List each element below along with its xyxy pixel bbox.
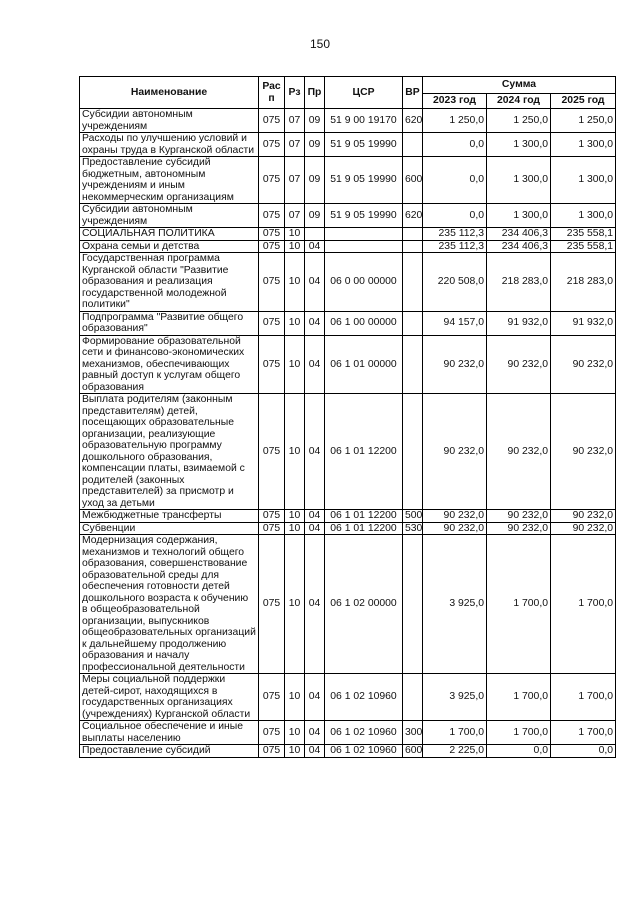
cell-csr — [325, 228, 403, 241]
cell-y2025: 1 250,0 — [551, 109, 616, 133]
cell-ras: 075 — [259, 745, 285, 758]
cell-y2025: 90 232,0 — [551, 335, 616, 394]
cell-ras: 075 — [259, 510, 285, 523]
cell-y2025: 1 300,0 — [551, 204, 616, 228]
cell-rz: 10 — [285, 745, 305, 758]
table-row — [80, 394, 616, 510]
cell-name: Субвенции — [80, 522, 259, 535]
header-ras: Рас п — [259, 77, 285, 109]
cell-pr: 04 — [305, 394, 325, 510]
cell-ras: 075 — [259, 335, 285, 394]
cell-vr: 300 — [403, 721, 423, 745]
cell-name: Межбюджетные трансферты — [80, 510, 259, 523]
cell-pr: 04 — [305, 522, 325, 535]
table-row — [80, 133, 616, 157]
cell-ras: 075 — [259, 157, 285, 204]
cell-name: Субсидии автономным учреждениям — [80, 204, 259, 228]
cell-y2023: 3 925,0 — [423, 535, 487, 674]
cell-y2024: 90 232,0 — [487, 510, 551, 523]
cell-rz: 10 — [285, 335, 305, 394]
cell-rz: 10 — [285, 535, 305, 674]
cell-y2023: 235 112,3 — [423, 240, 487, 253]
header-csr: ЦСР — [325, 77, 403, 109]
cell-csr: 51 9 05 19990 — [325, 157, 403, 204]
cell-vr — [403, 311, 423, 335]
cell-y2025: 90 232,0 — [551, 394, 616, 510]
cell-vr: 620 — [403, 109, 423, 133]
cell-y2025: 218 283,0 — [551, 253, 616, 312]
cell-name: Выплата родителям (законным представителям) детей, посещающих образовательные организации, реализующие образовательную программу дошкольного образования, компенсации платы, взимаемой с родителей (законных представителей) за присмотр и уход за детьми — [80, 394, 259, 510]
cell-y2024: 1 700,0 — [487, 535, 551, 674]
cell-y2025: 1 700,0 — [551, 535, 616, 674]
cell-vr — [403, 394, 423, 510]
cell-pr: 04 — [305, 535, 325, 674]
header-rz: Рз — [285, 77, 305, 109]
cell-rz: 10 — [285, 253, 305, 312]
cell-y2023: 2 225,0 — [423, 745, 487, 758]
cell-y2023: 1 250,0 — [423, 109, 487, 133]
cell-rz: 07 — [285, 109, 305, 133]
table-row — [80, 228, 616, 241]
cell-pr: 04 — [305, 674, 325, 721]
cell-rz: 10 — [285, 228, 305, 241]
cell-y2024: 1 300,0 — [487, 133, 551, 157]
cell-csr — [325, 240, 403, 253]
cell-csr: 06 1 01 00000 — [325, 335, 403, 394]
table-row — [80, 522, 616, 535]
cell-y2025: 1 700,0 — [551, 674, 616, 721]
cell-vr — [403, 335, 423, 394]
cell-csr: 06 1 01 12200 — [325, 394, 403, 510]
cell-rz: 07 — [285, 133, 305, 157]
cell-y2023: 220 508,0 — [423, 253, 487, 312]
cell-vr: 600 — [403, 745, 423, 758]
cell-csr: 51 9 05 19990 — [325, 204, 403, 228]
cell-pr: 04 — [305, 311, 325, 335]
table-row — [80, 674, 616, 721]
cell-name: Модернизация содержания, механизмов и технологий общего образования, совершенствование образовательной среды для обеспечения готовности детей дошкольного возраста к обучению в общеобразовательной организации, выпускников общеобразовательных организаций к дальнейшему продолжению образования и началу профессиональной деятельности — [80, 535, 259, 674]
cell-rz: 10 — [285, 510, 305, 523]
cell-name: Меры социальной поддержки детей-сирот, находящихся в государственных организациях (учреждениях) Курганской области — [80, 674, 259, 721]
cell-rz: 07 — [285, 204, 305, 228]
cell-y2023: 0,0 — [423, 204, 487, 228]
cell-name: Социальное обеспечение и иные выплаты населению — [80, 721, 259, 745]
cell-ras: 075 — [259, 253, 285, 312]
cell-y2023: 90 232,0 — [423, 522, 487, 535]
header-2024: 2024 год — [487, 94, 551, 109]
cell-y2025: 1 300,0 — [551, 157, 616, 204]
cell-ras: 075 — [259, 109, 285, 133]
cell-ras: 075 — [259, 394, 285, 510]
header-vr: ВР — [403, 77, 423, 109]
cell-name: Субсидии автономным учреждениям — [80, 109, 259, 133]
cell-vr — [403, 228, 423, 241]
cell-name: Расходы по улучшению условий и охраны труда в Курганской области — [80, 133, 259, 157]
cell-y2025: 90 232,0 — [551, 522, 616, 535]
cell-vr: 620 — [403, 204, 423, 228]
cell-pr: 09 — [305, 157, 325, 204]
table-body — [80, 109, 616, 758]
cell-vr: 600 — [403, 157, 423, 204]
table-row — [80, 721, 616, 745]
cell-rz: 10 — [285, 311, 305, 335]
cell-pr: 04 — [305, 510, 325, 523]
cell-y2025: 1 700,0 — [551, 721, 616, 745]
cell-pr: 04 — [305, 745, 325, 758]
table-row — [80, 253, 616, 312]
cell-vr — [403, 535, 423, 674]
cell-y2023: 90 232,0 — [423, 335, 487, 394]
cell-rz: 10 — [285, 394, 305, 510]
cell-y2024: 1 250,0 — [487, 109, 551, 133]
cell-csr: 06 1 02 10960 — [325, 721, 403, 745]
cell-rz: 07 — [285, 157, 305, 204]
cell-name: Формирование образовательной сети и финансово-экономических механизмов, обеспечивающих равный доступ к услугам общего образования — [80, 335, 259, 394]
cell-ras: 075 — [259, 240, 285, 253]
cell-ras: 075 — [259, 721, 285, 745]
cell-pr: 09 — [305, 109, 325, 133]
cell-csr: 06 1 02 10960 — [325, 674, 403, 721]
cell-vr: 530 — [403, 522, 423, 535]
table-row — [80, 535, 616, 674]
cell-rz: 10 — [285, 674, 305, 721]
cell-csr: 06 0 00 00000 — [325, 253, 403, 312]
cell-ras: 075 — [259, 204, 285, 228]
table-row — [80, 311, 616, 335]
cell-name: Подпрограмма "Развитие общего образования" — [80, 311, 259, 335]
cell-vr — [403, 133, 423, 157]
cell-y2023: 235 112,3 — [423, 228, 487, 241]
cell-rz: 10 — [285, 240, 305, 253]
cell-name: Охрана семьи и детства — [80, 240, 259, 253]
cell-y2023: 90 232,0 — [423, 510, 487, 523]
cell-name: Предоставление субсидий бюджетным, автономным учреждениям и иным некоммерческим организациям — [80, 157, 259, 204]
header-2025: 2025 год — [551, 94, 616, 109]
cell-ras: 075 — [259, 522, 285, 535]
table-row — [80, 510, 616, 523]
cell-y2024: 90 232,0 — [487, 522, 551, 535]
table-row — [80, 745, 616, 758]
cell-y2024: 1 700,0 — [487, 674, 551, 721]
cell-y2023: 94 157,0 — [423, 311, 487, 335]
cell-y2025: 1 300,0 — [551, 133, 616, 157]
table-row — [80, 204, 616, 228]
cell-ras: 075 — [259, 228, 285, 241]
cell-vr: 500 — [403, 510, 423, 523]
cell-csr: 06 1 00 00000 — [325, 311, 403, 335]
cell-y2024: 234 406,3 — [487, 240, 551, 253]
cell-vr — [403, 240, 423, 253]
cell-pr: 09 — [305, 133, 325, 157]
table-row — [80, 157, 616, 204]
header-pr: Пр — [305, 77, 325, 109]
cell-y2024: 1 300,0 — [487, 204, 551, 228]
cell-y2024: 218 283,0 — [487, 253, 551, 312]
cell-pr: 09 — [305, 204, 325, 228]
cell-pr — [305, 228, 325, 241]
header-name: Наименование — [80, 77, 259, 109]
cell-y2023: 1 700,0 — [423, 721, 487, 745]
table-row — [80, 240, 616, 253]
cell-ras: 075 — [259, 674, 285, 721]
cell-csr: 51 9 05 19990 — [325, 133, 403, 157]
cell-y2023: 0,0 — [423, 133, 487, 157]
cell-y2023: 90 232,0 — [423, 394, 487, 510]
cell-ras: 075 — [259, 133, 285, 157]
cell-vr — [403, 674, 423, 721]
cell-y2023: 0,0 — [423, 157, 487, 204]
cell-csr: 06 1 02 00000 — [325, 535, 403, 674]
cell-pr: 04 — [305, 240, 325, 253]
table-row — [80, 335, 616, 394]
cell-ras: 075 — [259, 311, 285, 335]
cell-y2024: 1 700,0 — [487, 721, 551, 745]
header-2023: 2023 год — [423, 94, 487, 109]
cell-csr: 51 9 00 19170 — [325, 109, 403, 133]
page-number: 150 — [309, 37, 331, 51]
cell-y2025: 91 932,0 — [551, 311, 616, 335]
cell-csr: 06 1 01 12200 — [325, 522, 403, 535]
cell-y2024: 1 300,0 — [487, 157, 551, 204]
cell-y2024: 234 406,3 — [487, 228, 551, 241]
cell-pr: 04 — [305, 721, 325, 745]
cell-y2024: 91 932,0 — [487, 311, 551, 335]
cell-y2024: 90 232,0 — [487, 394, 551, 510]
cell-rz: 10 — [285, 721, 305, 745]
cell-y2023: 3 925,0 — [423, 674, 487, 721]
cell-y2024: 0,0 — [487, 745, 551, 758]
cell-name: Предоставление субсидий — [80, 745, 259, 758]
budget-table — [79, 76, 616, 758]
cell-name: Государственная программа Курганской области "Развитие образования и реализация государственной молодежной политики" — [80, 253, 259, 312]
header-sum: Сумма — [423, 77, 616, 94]
cell-name: СОЦИАЛЬНАЯ ПОЛИТИКА — [80, 228, 259, 241]
cell-pr: 04 — [305, 335, 325, 394]
cell-pr: 04 — [305, 253, 325, 312]
cell-y2024: 90 232,0 — [487, 335, 551, 394]
cell-ras: 075 — [259, 535, 285, 674]
table-row — [80, 109, 616, 133]
cell-vr — [403, 253, 423, 312]
cell-y2025: 90 232,0 — [551, 510, 616, 523]
cell-y2025: 0,0 — [551, 745, 616, 758]
cell-csr: 06 1 01 12200 — [325, 510, 403, 523]
cell-y2025: 235 558,1 — [551, 228, 616, 241]
cell-y2025: 235 558,1 — [551, 240, 616, 253]
cell-csr: 06 1 02 10960 — [325, 745, 403, 758]
cell-rz: 10 — [285, 522, 305, 535]
